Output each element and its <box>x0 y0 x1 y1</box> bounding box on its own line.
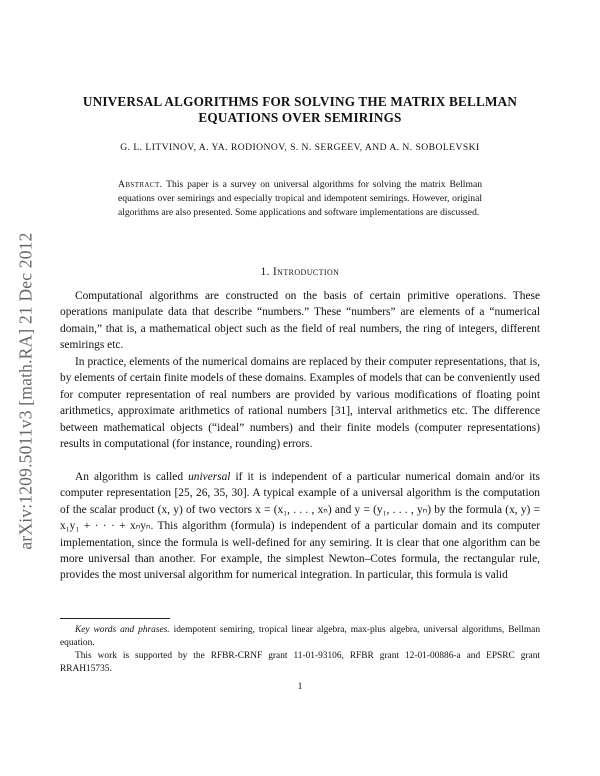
page-number: 1 <box>297 681 303 692</box>
paragraph-3 <box>60 469 540 584</box>
paragraph-3-rest: if it is independent of a particular numerical domain and/or its computer representation [25, 26, 35, 30]. A typical example of a universal algorithm is the computation of the scalar product (x, y) of two vectors x = (x₁, . . . , xₙ) and y = (y₁, . . . , yₙ) by the formula (x, y) = x₁y₁ + · · · + xₙyₙ. This algorithm (formula) is independent of a particular domain and its computer implementation, since the formula is well-defined for any semiring. It is clear that one algorithm can be more universal than another. For example, the simplest Newton–Cotes formula, the rectangular rule, provides the most universal algorithm for numerical integration. In particular, this formula is valid <box>60 471 540 582</box>
keywords-footnote <box>60 624 540 650</box>
paper-title <box>60 94 540 126</box>
abstract-text: This paper is a survey on universal algorithms for solving the matrix Bellman equations over semirings and especially tropical and idempotent semirings. However, original algorithms are also presented. Some applications and software implementations are discussed. <box>118 179 482 218</box>
arxiv-identifier[interactable]: arXiv:1209.5011v3 [math.RA] 21 Dec 2012 <box>15 232 36 550</box>
abstract-label: Abstract. <box>118 179 163 190</box>
keywords-label: Key words and phrases. <box>75 625 170 635</box>
section-title: Introduction <box>273 266 340 278</box>
footnote-divider <box>60 618 170 619</box>
title-line-1: UNIVERSAL ALGORITHMS FOR SOLVING THE MATRIX BELLMAN <box>82 94 518 109</box>
title-line-2: EQUATIONS OVER SEMIRINGS <box>198 110 402 125</box>
section-number: 1. <box>260 266 270 278</box>
paragraph-2: In practice, elements of the numerical domains are replaced by their computer representations, that is, by elements of certain finite models of these domains. Examples of models that can be conveniently used for computer representation of real numbers are provided by various modifications of floating point arithmetics, approximate arithmetics of rational numbers [31], interval arithmetics etc. The difference between mathematical objects (“ideal” numbers) and their finite models (computer representations) results in computational (for instance, rounding) errors. <box>60 356 540 451</box>
support-footnote: This work is supported by the RFBR-CRNF grant 11-01-93106, RFBR grant 12-01-00886-a and EPSRC grant RRAH15735. <box>60 651 540 674</box>
author-list: G. L. LITVINOV, A. YA. RODIONOV, S. N. SERGEEV, AND A. N. SOBOLEVSKI <box>120 142 480 153</box>
abstract <box>118 178 482 219</box>
paragraph-1: Computational algorithms are constructed on the basis of certain primitive operations. These operations manipulate data that describe “numbers.” These “numbers” are elements of a “numerical domain,” that is, a mathematical object such as the field of real numbers, the ring of integers, different semirings etc. <box>60 290 540 352</box>
paragraph-3-emphasis: universal <box>188 471 231 483</box>
section-heading <box>60 266 540 278</box>
footnotes <box>60 624 540 676</box>
keywords-text: idempotent semiring, tropical linear algebra, max-plus algebra, universal algorithms, Bellman equation. <box>60 625 541 648</box>
paragraph-3-intro: An algorithm is called <box>75 471 189 483</box>
